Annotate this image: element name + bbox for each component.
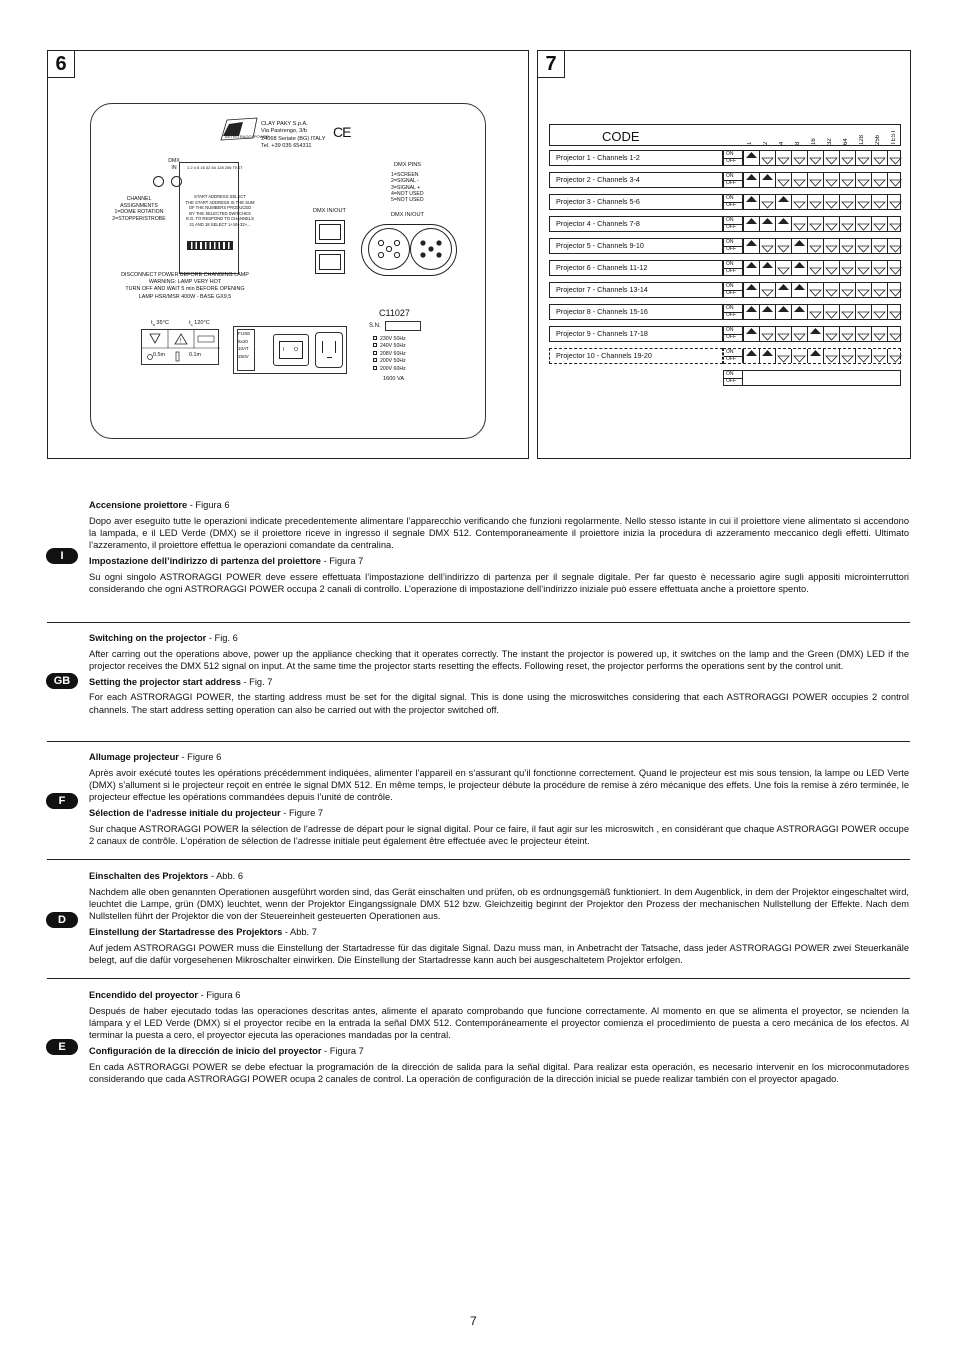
- switch-on-icon: [743, 239, 760, 253]
- projector-label: Projector 10 - Channels 19-20: [549, 348, 723, 364]
- section-heading-2: Sélection de l’adresse initiale du projecteur - Figure 7: [89, 807, 324, 818]
- switch-on-icon: [759, 305, 776, 319]
- rj45-socket-2[interactable]: [315, 250, 345, 274]
- switch-off-icon: [791, 349, 808, 363]
- switch-off-icon: [887, 327, 904, 341]
- switch-off-icon: [839, 305, 856, 319]
- svg-text:!: !: [179, 338, 182, 345]
- switch-on-icon: [807, 349, 824, 363]
- dmx-in-out-label-xlr: DMX IN/OUT: [391, 212, 424, 218]
- switch-on-icon: [775, 305, 792, 319]
- switch-off-icon: [871, 195, 888, 209]
- ambient-temp: $t_a$ 35°C: [151, 320, 169, 328]
- switch-off-icon: [855, 239, 872, 253]
- ce-mark: CE: [333, 124, 351, 140]
- switch-on-icon: [775, 283, 792, 297]
- bit-header: 2: [763, 141, 769, 145]
- switch-on-icon: [775, 195, 792, 209]
- on-label: ON: [724, 151, 742, 159]
- bit-header: TEST: [891, 129, 897, 145]
- dip-switch-row: [723, 326, 901, 342]
- projector-label: Projector 2 - Channels 3-4: [549, 172, 723, 188]
- switch-off-icon: [855, 283, 872, 297]
- switch-off-icon: [759, 151, 776, 165]
- switch-off-icon: [807, 305, 824, 319]
- switch-off-icon: [791, 327, 808, 341]
- switch-off-icon: [839, 195, 856, 209]
- switch-off-icon: [887, 283, 904, 297]
- projector-row: [549, 216, 901, 232]
- section-heading-1: Accensione proiettore - Figura 6: [89, 500, 230, 510]
- channel-assignments: CHANNEL ASSIGNMENTS 1=DOME ROTATION 2=STOPPER/STROBE: [112, 196, 166, 222]
- projector-label: Projector 6 - Channels 11-12: [549, 260, 723, 276]
- switch-off-icon: [759, 195, 776, 209]
- dip-switch-row: [723, 260, 901, 276]
- section-paragraph-1: Después de haber ejecutado todas las operaciones descritas antes, alimente el aparato comprobando que funcione correctamente. Al momento en que se alimenta el proyector, se ncienden la lámpara y el LED Verde (DMX) si el proyector recibe en la entrada la señal DMX 512. Contemporáneamente el proyector comienza el procedimiento de puesta a cero mecánica de los efectos. Al terminar la puesta a cero, el proyector ejecuta las operaciones mandadas por la central.: [89, 1005, 909, 1041]
- switch-off-icon: [823, 261, 840, 275]
- bit-header: 8: [795, 141, 801, 145]
- switch-off-icon: [775, 349, 792, 363]
- projector-row: [549, 260, 901, 276]
- distance-1: 0.5m: [153, 352, 165, 358]
- case-temp: $t_c$ 120°C: [189, 320, 210, 328]
- section-f: [89, 751, 909, 850]
- language-badge: I: [46, 548, 78, 564]
- off-label: OFF: [726, 378, 736, 384]
- section-heading-2: Einstellung der Startadresse des Projektors - Abb. 7: [89, 926, 317, 937]
- off-label: OFF: [726, 180, 736, 186]
- on-label: ON: [724, 195, 742, 203]
- figure-7: [537, 50, 911, 459]
- switch-off-icon: [855, 151, 872, 165]
- switch-off-icon: [823, 195, 840, 209]
- switch-off-icon: [871, 261, 888, 275]
- switch-on-icon: [743, 327, 760, 341]
- section-heading-2: Impostazione dell’indirizzo di partenza del proiettore - Figura 7: [89, 555, 364, 566]
- switch-off-icon: [839, 349, 856, 363]
- switch-on-icon: [759, 349, 776, 363]
- section-i: [89, 499, 909, 598]
- figure-number: 6: [48, 51, 75, 78]
- switch-off-icon: [775, 151, 792, 165]
- projector-row: [549, 238, 901, 254]
- switch-off-icon: [839, 173, 856, 187]
- switch-off-icon: [871, 305, 888, 319]
- switch-off-icon: [759, 283, 776, 297]
- dip-switch-row: [723, 194, 901, 210]
- section-paragraph-2: En cada ASTRORAGGI POWER se debe efectuar la programación de la dirección de salida para la señal digital. Para realizar esta operación, es necesario intervenir en los microconmutadores considerando que cada ASTRORAGGI POWER ocupa 2 canales de control. La operación de configuración de la dirección inicial se puede realizar también con el proyector apagado.: [89, 1061, 909, 1084]
- voltage-options: 230V 50Hz 240V 50Hz 208V 60Hz 200V 50Hz 200V 60Hz: [373, 336, 406, 373]
- svg-text:ASTRO RAGGI POWER: ASTRO RAGGI POWER: [225, 134, 270, 139]
- bit-header: 32: [827, 138, 833, 145]
- serial-number-label: S.N.: [369, 323, 381, 329]
- off-label: OFF: [726, 356, 736, 362]
- switch-off-icon: [887, 195, 904, 209]
- legend-row: [549, 370, 901, 386]
- off-label: OFF: [726, 158, 736, 164]
- projector-label: Projector 5 - Channels 9-10: [549, 238, 723, 254]
- switch-off-icon: [823, 217, 840, 231]
- switch-off-icon: [823, 239, 840, 253]
- switch-off-icon: [871, 217, 888, 231]
- section-paragraph-1: Nachdem alle oben genannten Operationen ausgeführt worden sind, das Gerät einschalten und prüfen, ob es ordnungsgemäß funktioniert. In dem Augenblick, in dem der Projektor eingeschaltet wird, leuchtet die Lampe, grün (DMX) leuchtet, wenn der Projektor Eingangssignale DMX 512 bzw. Gleichzeitig beginnt der Projektor den Prozess der mechanischen Nullstellung der Effekte. Nach dem Nullstellen führt der Projektor die von der Steuereinheit gesteuerten Operationen aus.: [89, 886, 909, 922]
- switch-off-icon: [855, 217, 872, 231]
- off-label: OFF: [726, 268, 736, 274]
- projector-label: Projector 1 - Channels 1-2: [549, 150, 723, 166]
- switch-off-icon: [871, 239, 888, 253]
- switch-off-icon: [839, 261, 856, 275]
- company-info: CLAY PAKY S.p.A. Via Pastrengo, 3/b 24068 Seriate (BG) ITALY Tel. +39 035 654311: [261, 121, 326, 150]
- switch-off-icon: [823, 173, 840, 187]
- dmx-in-label: DMX IN: [168, 158, 180, 171]
- switch-off-icon: [871, 151, 888, 165]
- switch-on-icon: [791, 283, 808, 297]
- off-label: OFF: [726, 334, 736, 340]
- switch-off-icon: [839, 283, 856, 297]
- off-label: OFF: [726, 312, 736, 318]
- serial-number-field: [385, 321, 421, 331]
- projector-row: [549, 194, 901, 210]
- bit-header: 128: [859, 134, 865, 145]
- on-label: ON: [724, 283, 742, 291]
- switch-off-icon: [775, 261, 792, 275]
- switch-on-icon: [743, 283, 760, 297]
- section-divider: [47, 978, 910, 979]
- section-paragraph-1: Dopo aver eseguito tutte le operazioni indicate precedentemente alimentare l’apparecchio verificando che funzioni regolarmente. Nello stesso istante in cui il proiettore viene alimentato si accendono la lampada, e il LED Verde (DMX) se il proiettore riceve in ingresso il segnale DMX 512. Contemporaneamente il proiettore inizia la procedura di azzeramento meccanico degli effetti. Ultimato l’azzeramento, il proiettore effettua le operazioni comandate da centralina.: [89, 515, 909, 551]
- switch-off-icon: [807, 195, 824, 209]
- page-number: 7: [470, 1314, 477, 1328]
- dip-switch-row: [723, 348, 901, 364]
- switch-off-icon: [887, 151, 904, 165]
- switch-off-icon: [871, 349, 888, 363]
- iec-power-inlet[interactable]: [315, 332, 343, 368]
- switch-on-icon: [759, 173, 776, 187]
- switch-off-icon: [791, 151, 808, 165]
- switch-off-icon: [855, 349, 872, 363]
- switch-on-icon: [759, 261, 776, 275]
- switch-on-icon: [743, 217, 760, 231]
- switch-on-icon: [775, 217, 792, 231]
- section-paragraph-2: Su ogni singolo ASTRORAGGI POWER deve essere effettuata l’impostazione dell’indirizzo di partenza per il segnale digitale. Per far questo è necessario agire sugli appositi microinterruttori considerando che ogni ASTRORAGGI POWER occupa 2 canali di controllo. L’operazione di impostazione dell’indirizzo iniziale può essere effettuata anche a proiettore spento.: [89, 571, 909, 594]
- bit-header: 1: [747, 141, 753, 145]
- brand-logo: [219, 116, 270, 142]
- power-switch[interactable]: I O: [273, 334, 309, 366]
- switch-off-icon: [791, 195, 808, 209]
- switch-on-icon: [743, 349, 760, 363]
- on-label: ON: [724, 371, 742, 379]
- switch-off-icon: [823, 151, 840, 165]
- power-rating: 1600 VA: [383, 376, 405, 382]
- switch-on-icon: [791, 261, 808, 275]
- switch-off-icon: [807, 239, 824, 253]
- on-label: ON: [724, 327, 742, 335]
- switch-off-icon: [855, 305, 872, 319]
- section-e: [89, 989, 909, 1088]
- section-gb: [89, 632, 909, 719]
- lamp-warning: DISCONNECT POWER BEFORE CHANGING LAMP WARNING: LAMP VERY HOT TURN OFF AND WAIT 5 min BEFORE OPENING LAMP HSR/MSR 400W - BASE GX9.5: [121, 272, 249, 300]
- projector-label: Projector 4 - Channels 7-8: [549, 216, 723, 232]
- off-label: OFF: [726, 290, 736, 296]
- dip-switch-bank[interactable]: [187, 241, 233, 250]
- dip-switch-row: [723, 150, 901, 166]
- dip-switch-row: [723, 238, 901, 254]
- figure-6: [47, 50, 529, 459]
- switch-off-icon: [807, 173, 824, 187]
- switch-off-icon: [887, 239, 904, 253]
- switch-off-icon: [775, 173, 792, 187]
- section-divider: [47, 859, 910, 860]
- xlr-in-socket[interactable]: [368, 228, 410, 270]
- switch-off-icon: [775, 327, 792, 341]
- on-label: ON: [724, 261, 742, 269]
- switch-off-icon: [791, 173, 808, 187]
- on-label: ON: [724, 173, 742, 181]
- switch-off-icon: [887, 261, 904, 275]
- switch-off-icon: [871, 327, 888, 341]
- switch-off-icon: [871, 283, 888, 297]
- bit-header: 256: [875, 134, 881, 145]
- switch-off-icon: [871, 173, 888, 187]
- fuse-spec: FUSE 5x20 10AT 250V: [238, 331, 251, 359]
- switch-off-icon: [839, 239, 856, 253]
- section-divider: [47, 741, 910, 742]
- projector-row: [549, 348, 901, 364]
- language-badge: E: [46, 1039, 78, 1055]
- section-heading-2: Setting the projector start address - Fig. 7: [89, 676, 273, 687]
- switch-on-icon: [791, 239, 808, 253]
- section-heading-1: Einschalten des Projektors - Abb. 6: [89, 871, 243, 881]
- switch-off-icon: [823, 305, 840, 319]
- projector-row: [549, 150, 901, 166]
- section-heading-1: Allumage projecteur - Figure 6: [89, 752, 222, 762]
- projector-rear-panel: [90, 103, 486, 439]
- switch-on-icon: [743, 261, 760, 275]
- bit-header: 16: [811, 138, 817, 145]
- switch-on-icon: [791, 305, 808, 319]
- section-paragraph-2: Auf jedem ASTRORAGGI POWER muss die Einstellung der Startadresse für das digitale Signal. Dazu muss man, in Anbetracht der Tatsache, dass jeder ASTRORAGGI POWER zwei Steuerkanäle belegt, auf die dafür vorgesehenen Mikroschalter einwirken. Die Einstellung der Startadresse kann auch bei ausgeschaltetem Projektor erfolgen.: [89, 942, 909, 965]
- section-heading-1: Switching on the projector - Fig. 6: [89, 633, 238, 643]
- switch-on-icon: [743, 151, 760, 165]
- figure-number: 7: [538, 51, 565, 78]
- switch-on-icon: [807, 327, 824, 341]
- projector-label: Projector 9 - Channels 17-18: [549, 326, 723, 342]
- projector-row: [549, 282, 901, 298]
- switch-off-icon: [887, 349, 904, 363]
- dip-switch-numbers: 1 2 4 8 16 32 64 128 256 TEST: [187, 165, 243, 170]
- section-paragraph-2: Sur chaque ASTRORAGGI POWER la sélection de l’adresse de départ pour le signal digital. Pour ce faire, il faut agir sur les microswitch , en considérant que chaque ASTRORAGGI POWER occupe 2 canaux de contrôle. L’opération de sélection de l’adresse initiale peut également être effectuée avec le projecteur éteint.: [89, 823, 909, 846]
- projector-row: [549, 326, 901, 342]
- switch-off-icon: [855, 195, 872, 209]
- projector-label: Projector 7 - Channels 13-14: [549, 282, 723, 298]
- switch-on-icon: [743, 305, 760, 319]
- dmx-led: [153, 176, 164, 187]
- on-label: ON: [724, 305, 742, 313]
- section-divider: [47, 622, 910, 623]
- switch-off-icon: [759, 239, 776, 253]
- section-paragraph-2: For each ASTRORAGGI POWER, the starting address must be set for the digital signal. This is done using the microswitches considering that each ASTRORAGGI POWER occupies 2 control channels. The start address setting operation can also be carried out with the projector switched off.: [89, 692, 909, 715]
- dip-switch-row: [723, 216, 901, 232]
- switch-on-icon: [743, 173, 760, 187]
- start-address-text: START ADDRESS SELECT THE START ADDRESS IS THE SUM OF THE NUMBERS PRODUCED BY THE SELECTED SWITCHES E.G. TO RESPOND TO CHANNELS 21 AND 18 SELECT 1+16+32+...: [185, 194, 255, 227]
- switch-off-icon: [759, 327, 776, 341]
- off-label: OFF: [726, 246, 736, 252]
- switch-off-icon: [791, 217, 808, 231]
- off-label: OFF: [726, 202, 736, 208]
- switch-off-icon: [855, 173, 872, 187]
- safety-symbols: [141, 329, 219, 365]
- xlr-out-socket[interactable]: [410, 228, 452, 270]
- distance-2: 0.1m: [189, 352, 201, 358]
- dip-switch-row: [723, 282, 901, 298]
- switch-off-icon: [807, 151, 824, 165]
- switch-off-icon: [823, 349, 840, 363]
- section-paragraph-1: Après avoir exécuté toutes les opérations précédemment indiquées, alimenter l’appareil en s’assurant qu’il fonctionne correctement. Quand le projecteur est mis sous tension, la lampe ou LED Verte (DMX) s’allument si le projecteur reçoit en entrée le signal DMX 512. En même temps, le projecteur débute la procédure de remise à zéro mécanique des effets. Une fois la remise à zéro terminée, le projecteur effectue les opérations commandées depuis l’unité de contrôle.: [89, 767, 909, 803]
- section-d: [89, 870, 909, 969]
- off-label: OFF: [726, 224, 736, 230]
- switch-off-icon: [855, 327, 872, 341]
- bit-header: 4: [779, 141, 785, 145]
- switch-off-icon: [807, 261, 824, 275]
- projector-row: [549, 304, 901, 320]
- switch-on-icon: [759, 217, 776, 231]
- switch-off-icon: [839, 217, 856, 231]
- dmx-in-out-label-rj: DMX IN/OUT: [313, 208, 346, 214]
- switch-off-icon: [839, 151, 856, 165]
- projector-label: Projector 3 - Channels 5-6: [549, 194, 723, 210]
- switch-off-icon: [887, 305, 904, 319]
- switch-off-icon: [839, 327, 856, 341]
- model-number: C11027: [379, 308, 410, 318]
- language-badge: F: [46, 793, 78, 809]
- on-label: ON: [724, 349, 742, 357]
- dip-switch-row: [723, 304, 901, 320]
- dip-switch-row: [723, 172, 901, 188]
- switch-off-icon: [855, 261, 872, 275]
- switch-on-icon: [743, 195, 760, 209]
- section-heading-2: Configuración de la dirección de inicio del proyector - Figura 7: [89, 1045, 364, 1056]
- on-label: ON: [724, 239, 742, 247]
- language-badge: GB: [46, 673, 78, 689]
- language-badge: D: [46, 912, 78, 928]
- section-heading-1: Encendido del proyector - Figura 6: [89, 990, 241, 1000]
- code-label: CODE: [602, 129, 640, 144]
- section-paragraph-1: After carring out the operations above, power up the appliance checking that it operates correctly. The instant the projector is powered up, it switches on the lamp and the Green (DMX) LED if the projector receives the DMX 512 signal on input. At the same time the projector starts resetting the effects. Following reset, the projector performs the operations sent by the control unit.: [89, 648, 909, 671]
- switch-off-icon: [887, 217, 904, 231]
- projector-row: [549, 172, 901, 188]
- bit-header: 64: [843, 138, 849, 145]
- switch-off-icon: [887, 173, 904, 187]
- dmx-pins-list: 1=SCREEN 2=SIGNAL - 3=SIGNAL + 4=NOT USED 5=NOT USED: [391, 172, 424, 204]
- switch-off-icon: [807, 283, 824, 297]
- projector-label: Projector 8 - Channels 15-16: [549, 304, 723, 320]
- switch-off-icon: [807, 217, 824, 231]
- on-label: ON: [724, 217, 742, 225]
- switch-off-icon: [823, 327, 840, 341]
- dmx-pins-title: DMX PINS: [394, 162, 422, 168]
- switch-off-icon: [775, 239, 792, 253]
- rj45-socket-1[interactable]: [315, 220, 345, 244]
- switch-off-icon: [823, 283, 840, 297]
